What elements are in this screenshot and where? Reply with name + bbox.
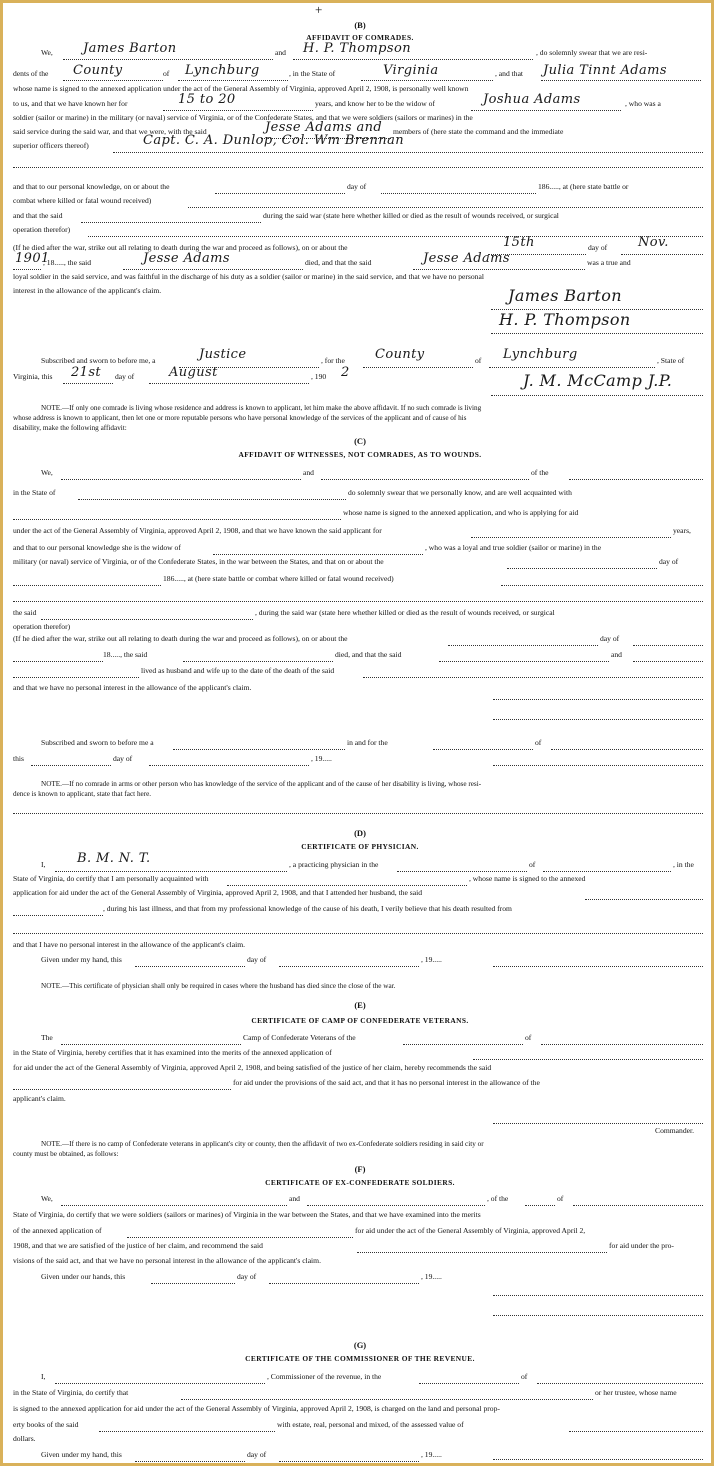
f-blank xyxy=(61,1205,287,1206)
f-line-6b: day of xyxy=(237,1272,257,1281)
b-line-4a: to us, and that we have known her for xyxy=(13,99,128,108)
e-blank xyxy=(13,1089,231,1090)
b-applicant-handwritten: Julia Tinnt Adams xyxy=(543,63,667,78)
e-line-4: for aid under the provisions of the said act, and that it has no personal interest in the allowance of the xyxy=(233,1078,540,1087)
d-blank xyxy=(55,871,287,872)
e-line-2: in the State of Virginia, hereby certifies that it has examined into the merits of the annexed application of xyxy=(13,1048,332,1057)
f-sig-line xyxy=(493,1315,703,1316)
e-line-1c: of xyxy=(525,1033,532,1042)
b-county-handwritten: County xyxy=(73,63,123,78)
c-blank xyxy=(633,645,703,646)
c-line-14: and that we have no personal interest in the allowance of the applicant's claim. xyxy=(13,683,252,692)
d-line-1d: , in the xyxy=(673,860,694,869)
c-note-2: dence is known to applicant, state that fact here. xyxy=(13,790,152,798)
b-sub-year-handwritten: 2 xyxy=(341,365,350,380)
c-line-12a: 18....., the said xyxy=(103,650,148,659)
b-countyname-handwritten: Lynchburg xyxy=(185,63,260,78)
b-line-2b: of xyxy=(163,69,170,78)
d-blank xyxy=(585,899,703,900)
d-line-1b: , a practicing physician in the xyxy=(289,860,379,869)
section-d-letter: (D) xyxy=(354,828,366,838)
b-line-1c: , do solemnly swear that we are resi- xyxy=(536,48,648,57)
section-f-title: CERTIFICATE OF EX-CONFEDERATE SOLDIERS. xyxy=(265,1178,455,1187)
e-line-5: applicant's claim. xyxy=(13,1094,66,1103)
f-line-2: State of Virginia, do certify that we were soldiers (sailors or marines) of Virginia in the war between the States, and that we have examined into the merits xyxy=(13,1210,481,1219)
c-line-11b: day of xyxy=(600,634,620,643)
b-blank xyxy=(188,207,703,208)
c-sub-1c: of xyxy=(535,738,542,747)
c-sub-2b: day of xyxy=(113,754,133,763)
e-blank xyxy=(541,1044,703,1045)
b-comrade2-handwritten: H. P. Thompson xyxy=(303,41,411,56)
c-blank xyxy=(13,813,703,814)
d-physician-handwritten: B. M. N. T. xyxy=(77,851,151,866)
f-line-6a: Given under our hands, this xyxy=(41,1272,126,1281)
f-line-1c: , of the xyxy=(487,1194,509,1203)
b-blank xyxy=(621,254,703,255)
c-line-5a: and that to our personal knowledge she is the widow of xyxy=(13,543,181,552)
g-blank xyxy=(279,1461,419,1462)
b-sub-county-handwritten: Lynchburg xyxy=(503,347,578,362)
b-sub-month-handwritten: August xyxy=(169,365,218,380)
g-line-1a: I, xyxy=(41,1372,46,1381)
f-blank xyxy=(269,1283,419,1284)
section-g-letter: (G) xyxy=(353,1340,367,1350)
c-blank xyxy=(471,537,671,538)
b-sig-line xyxy=(491,395,703,396)
e-blank xyxy=(403,1044,523,1045)
f-blank xyxy=(151,1283,235,1284)
f-line-1a: We, xyxy=(41,1194,53,1203)
f-line-3b: for aid under the act of the General Assembly of Virginia, approved April 2, xyxy=(355,1226,586,1235)
g-line-5: dollars. xyxy=(13,1434,36,1443)
b-blank xyxy=(88,236,703,237)
c-blank xyxy=(501,585,703,586)
section-d-title: CERTIFICATE OF PHYSICIAN. xyxy=(301,842,419,851)
e-line-1a: The xyxy=(41,1033,53,1042)
c-line-9a: the said xyxy=(13,608,37,617)
g-blank xyxy=(55,1383,265,1384)
b-signature-2: H. P. Thompson xyxy=(499,310,631,329)
b-blank xyxy=(541,80,701,81)
f-line-4b: for aid under the pro- xyxy=(609,1241,674,1250)
f-line-5: visions of the said act, and that we have no personal interest in the allowance of the applicant's claim. xyxy=(13,1256,321,1265)
b-line-1a: We, xyxy=(41,48,53,57)
b-line-2a: dents of the xyxy=(13,69,49,78)
b-blank xyxy=(63,59,273,60)
b-deathday-handwritten: 15th xyxy=(503,235,535,250)
b-saidname2-handwritten: Jesse Adams xyxy=(423,251,510,266)
b-line-4c: , who was a xyxy=(625,99,661,108)
c-blank xyxy=(13,661,103,662)
section-b-letter: (B) xyxy=(354,20,366,30)
b-withsaid-handwritten: Jesse Adams and xyxy=(265,120,383,135)
d-blank xyxy=(279,966,419,967)
b-line-13c: was a true and xyxy=(587,258,631,267)
b-blank xyxy=(63,383,113,384)
b-sub-1a: Subscribed and sworn to before me, a xyxy=(41,356,156,365)
b-blank xyxy=(63,80,163,81)
b-blank xyxy=(215,193,345,194)
c-line-13: lived as husband and wife up to the date of the death of the said xyxy=(141,666,335,675)
section-c-letter: (C) xyxy=(354,436,366,446)
b-sub-2c: , 190 xyxy=(311,372,327,381)
c-blank xyxy=(31,765,111,766)
g-line-3: is signed to the annexed application for aid under the act of the General Assembly of Virginia, approved April 2, 1908, is charged on the land and personal prop- xyxy=(13,1404,500,1413)
b-line-4b: years, and know her to be the widow of xyxy=(315,99,435,108)
b-blank xyxy=(13,269,41,270)
e-blank xyxy=(61,1044,241,1045)
d-note: NOTE.—This certificate of physician shall only be required in cases where the husband has died since the close of the war. xyxy=(41,982,396,990)
c-line-12c: and xyxy=(611,650,622,659)
b-sub-office-handwritten: Justice xyxy=(199,347,247,362)
b-line-2c: , in the State of xyxy=(289,69,336,78)
e-note-1: NOTE.—If there is no camp of Confederate veterans in applicant's city or county, then the affidavit of two ex-Confederate soldiers residing in said city or xyxy=(41,1140,484,1148)
c-line-6a: military (or naval) service of Virginia, or of the Confederate States, in the war between the States, and that on or about the xyxy=(13,557,384,566)
f-line-6c: , 19..... xyxy=(421,1272,442,1281)
c-blank xyxy=(149,765,309,766)
c-blank xyxy=(78,499,346,500)
b-line-6b: members of (here state the command and the immediate xyxy=(393,127,564,136)
b-sub-1b: , for the xyxy=(321,356,345,365)
section-e-letter: (E) xyxy=(354,1000,366,1010)
f-sig-line xyxy=(493,1295,703,1296)
b-blank xyxy=(113,152,703,153)
c-blank xyxy=(569,479,703,480)
b-blank xyxy=(149,383,309,384)
c-blank xyxy=(363,677,703,678)
c-blank xyxy=(507,568,657,569)
section-c-title: AFFIDAVIT OF WITNESSES, NOT COMRADES, AS TO WOUNDS. xyxy=(238,450,482,459)
c-blank xyxy=(551,749,703,750)
d-blank xyxy=(135,966,245,967)
b-line-8a: and that to our personal knowledge, on or about the xyxy=(13,182,170,191)
d-line-6c: , 19..... xyxy=(421,955,442,964)
f-line-1b: and xyxy=(289,1194,300,1203)
b-saidname-handwritten: Jesse Adams xyxy=(143,251,230,266)
c-blank xyxy=(13,519,341,520)
b-blank xyxy=(178,80,288,81)
e-blank xyxy=(473,1059,703,1060)
b-line-9: combat where killed or fatal wound received) xyxy=(13,196,152,205)
b-note-3: disability, make the following affidavit: xyxy=(13,424,127,432)
b-blank xyxy=(293,59,533,60)
c-sig-line xyxy=(493,765,703,766)
b-widowof-handwritten: Joshua Adams xyxy=(483,92,581,107)
f-blank xyxy=(573,1205,703,1206)
c-blank xyxy=(633,661,703,662)
c-line-2b: do solemnly swear that we personally know, and are well acquainted with xyxy=(348,488,572,497)
c-line-5b: , who was a loyal and true soldier (sailor or marine) in the xyxy=(425,543,602,552)
section-g-title: CERTIFICATE OF THE COMMISSIONER OF THE REVENUE. xyxy=(245,1354,475,1363)
b-line-15: interest in the allowance of the applicant's claim. xyxy=(13,286,162,295)
c-line-6b: day of xyxy=(659,557,679,566)
g-line-6c: , 19..... xyxy=(421,1450,442,1459)
b-line-6a: said service during the said war, and that we were, with the said xyxy=(13,127,207,136)
f-line-1d: of xyxy=(557,1194,564,1203)
c-line-10: operation therefor) xyxy=(13,622,71,631)
b-blank xyxy=(163,110,313,111)
d-line-1c: of xyxy=(529,860,536,869)
b-note-2: whose address is known to applicant, then let one or more reputable persons who have personal knowledge of the services of the applicant and of cause of his xyxy=(13,414,467,422)
c-sub-1b: in and for the xyxy=(347,738,388,747)
c-sub-2c: , 19..... xyxy=(311,754,332,763)
c-line-1a: We, xyxy=(41,468,53,477)
b-line-3: whose name is signed to the annexed application under the act of the General Assembly of Virginia, approved April 2, 1908, is personally well known xyxy=(13,84,469,93)
c-line-11a: (If he died after the war, strike out all relating to death during the war and proceed as follows), on or about the xyxy=(13,634,348,643)
g-line-4b: with estate, real, personal and mixed, of the assessed value of xyxy=(277,1420,464,1429)
g-line-6a: Given under my hand, this xyxy=(41,1450,122,1459)
e-note-2: county must be obtained, as follows: xyxy=(13,1150,119,1158)
b-blank xyxy=(361,80,493,81)
d-line-1a: I, xyxy=(41,860,46,869)
b-comrade1-handwritten: James Barton xyxy=(83,41,177,56)
d-line-4: , during his last illness, and that from my professional knowledge of the cause of his death, I verily believe that his death resulted from xyxy=(103,904,512,913)
c-line-12b: died, and that the said xyxy=(335,650,402,659)
d-blank xyxy=(397,871,527,872)
b-sub-1d: , State of xyxy=(657,356,685,365)
b-sub-day-handwritten: 21st xyxy=(71,365,102,380)
b-line-10b: during the said war (state here whether killed or died as the result of wounds received, or surgical xyxy=(263,211,559,220)
d-line-3: application for aid under the act of the General Assembly of Virginia, approved April 2, 1908, and that I attended her husband, the said xyxy=(13,888,423,897)
d-sig-line xyxy=(493,966,703,967)
g-line-6b: day of xyxy=(247,1450,267,1459)
c-note-1: NOTE.—If no comrade in arms or other person who has knowledge of the service of the applicant and of the cause of her disability is living, whose resi- xyxy=(41,780,482,788)
c-blank xyxy=(433,749,533,750)
c-blank xyxy=(183,661,333,662)
b-deathyear-handwritten: 1901 xyxy=(15,251,50,266)
b-blank xyxy=(381,193,536,194)
g-blank xyxy=(419,1383,519,1384)
c-blank xyxy=(321,479,529,480)
d-line-6a: Given under my hand, this xyxy=(41,955,122,964)
b-blank xyxy=(123,269,303,270)
f-line-4a: 1908, and that we are satisfied of the justice of her claim, and recommend the said xyxy=(13,1241,263,1250)
b-blank xyxy=(413,269,585,270)
b-signature-1: James Barton xyxy=(508,286,623,305)
b-line-7: superior officers thereof) xyxy=(13,141,89,150)
b-years-handwritten: 15 to 20 xyxy=(178,92,236,107)
f-blank xyxy=(127,1237,353,1238)
g-line-4a: erty books of the said xyxy=(13,1420,79,1429)
section-e-title: CERTIFICATE OF CAMP OF CONFEDERATE VETERANS. xyxy=(251,1016,469,1025)
c-blank xyxy=(13,677,139,678)
b-line-5: soldier (sailor or marine) in the military (or naval) service of Virginia, or of the Confederate States, and that we were soldiers (sailors or marines) in the xyxy=(13,113,473,122)
c-line-1c: of the xyxy=(531,468,549,477)
g-line-2b: or her trustee, whose name xyxy=(595,1388,677,1397)
b-line-13b: died, and that the said xyxy=(305,258,372,267)
f-blank xyxy=(357,1252,607,1253)
pen-mark: + xyxy=(315,2,323,17)
f-line-3a: of the annexed application of xyxy=(13,1226,102,1235)
c-blank xyxy=(41,619,253,620)
b-deathmonth-handwritten: Nov. xyxy=(638,235,669,250)
b-sub-countyword-handwritten: County xyxy=(375,347,425,362)
c-blank xyxy=(439,661,609,662)
c-line-9b: , during the said war (state here whether killed or died as the result of wounds received, or surgical xyxy=(255,608,555,617)
c-line-1b: and xyxy=(303,468,314,477)
b-line-12b: day of xyxy=(588,243,608,252)
c-line-4a: under the act of the General Assembly of Virginia, approved April 2, 1908, and that we have known the said applicant for xyxy=(13,526,382,535)
b-line-1b: and xyxy=(275,48,286,57)
c-sub-2a: this xyxy=(13,754,24,763)
f-blank xyxy=(307,1205,485,1206)
c-line-4b: years, xyxy=(673,526,691,535)
b-line-2d: , and that xyxy=(495,69,524,78)
b-state-handwritten: Virginia xyxy=(383,63,439,78)
c-blank xyxy=(213,554,423,555)
b-blank xyxy=(13,167,703,168)
g-line-1c: of xyxy=(521,1372,528,1381)
d-line-2b: , whose name is signed to the annexed xyxy=(469,874,586,883)
d-blank xyxy=(227,885,467,886)
c-line-7: 186....., at (here state battle or combat where killed or fatal wound received) xyxy=(163,574,394,583)
c-blank xyxy=(448,645,598,646)
g-line-2a: in the State of Virginia, do certify that xyxy=(13,1388,129,1397)
d-line-2a: State of Virginia, do certify that I am personally acquainted with xyxy=(13,874,209,883)
section-f-letter: (F) xyxy=(354,1164,366,1174)
b-line-12a: (If he died after the war, strike out all relating to death during the war and proceed as follows), on or about the xyxy=(13,243,348,252)
b-line-8c: 186....., at (here state battle or xyxy=(538,182,629,191)
c-sig-line xyxy=(493,719,703,720)
b-blank xyxy=(471,110,621,111)
b-sig-line xyxy=(491,333,703,334)
b-line-10a: and that the said xyxy=(13,211,63,220)
d-blank xyxy=(543,871,671,872)
c-sub-1a: Subscribed and sworn to before me a xyxy=(41,738,154,747)
g-blank xyxy=(537,1383,703,1384)
d-line-5: and that I have no personal interest in the allowance of the applicant's claim. xyxy=(13,940,246,949)
g-blank xyxy=(569,1431,703,1432)
f-blank xyxy=(525,1205,555,1206)
c-sig-line xyxy=(493,699,703,700)
e-line-3: for aid under the act of the General Assembly of Virginia, approved April 2, 1908, and being satisfied of the justice of her claim, hereby recommends the said xyxy=(13,1063,492,1072)
b-blank xyxy=(489,367,655,368)
g-sig-line xyxy=(493,1459,703,1460)
b-note-1: NOTE.—If only one comrade is living whose residence and address is known to applicant, let him make the above affidavit. If no such comrade is living xyxy=(41,404,482,412)
b-sub-2a: Virginia, this xyxy=(13,372,53,381)
b-line-11: operation therefor) xyxy=(13,225,71,234)
c-line-2a: in the State of xyxy=(13,488,56,497)
b-command-handwritten: Capt. C. A. Dunlop, Col. Wm Brennan xyxy=(143,133,404,148)
b-line-13a: , 18....., the said xyxy=(43,258,92,267)
b-sub-2b: day of xyxy=(115,372,135,381)
c-blank xyxy=(61,479,301,480)
b-blank xyxy=(81,222,261,223)
b-sub-1c: of xyxy=(475,356,482,365)
g-blank xyxy=(99,1431,275,1432)
c-blank xyxy=(173,749,345,750)
e-commander: Commander. xyxy=(655,1126,695,1135)
b-justice-signature: J. M. McCamp J.P. xyxy=(523,371,673,390)
g-line-1b: , Commissioner of the revenue, in the xyxy=(267,1372,382,1381)
b-line-8b: day of xyxy=(347,182,367,191)
c-line-3: whose name is signed to the annexed application, and who is applying for aid xyxy=(343,508,579,517)
c-blank xyxy=(13,601,703,602)
g-blank xyxy=(181,1399,593,1400)
section-b-title: AFFIDAVIT OF COMRADES. xyxy=(306,33,414,42)
e-line-1b: Camp of Confederate Veterans of the xyxy=(243,1033,356,1042)
b-line-14: loyal soldier in the said service, and was faithful in the discharge of his duty as a soldier (sailor or marine) in the said service, and that we have no personal xyxy=(13,272,484,281)
b-blank xyxy=(363,367,473,368)
d-blank xyxy=(13,915,103,916)
c-blank xyxy=(13,585,161,586)
d-line-6b: day of xyxy=(247,955,267,964)
e-sig-line xyxy=(493,1123,703,1124)
d-blank xyxy=(13,933,703,934)
g-blank xyxy=(135,1461,245,1462)
